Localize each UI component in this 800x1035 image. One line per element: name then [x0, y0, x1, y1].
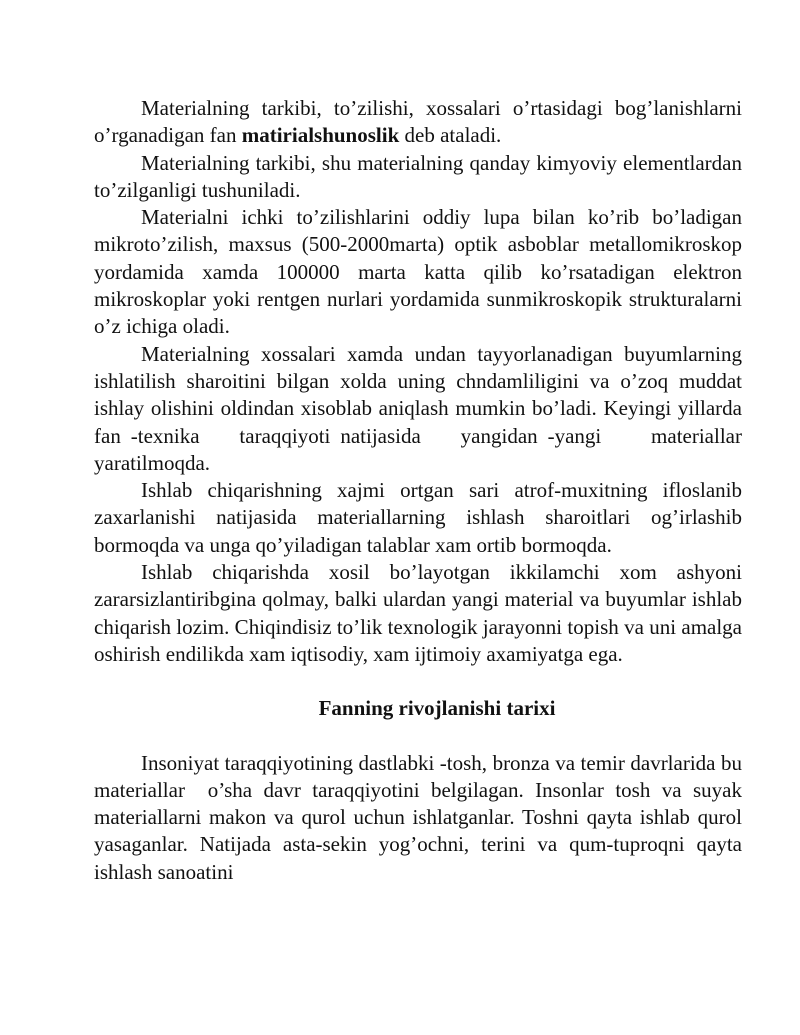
paragraph-history: Insoniyat taraqqiyotining dastlabki -tosh, bronza va temir davrlarida bu materiallar o’sha davr taraqqiyotini belgilagan. Insonlar tosh va suyak materiallarni makon va qurol uchun ishlatganlar. Toshni qayta ishlab qurol yasaganlar. Natijada asta-sekin yog’ochni, terini va qum-tuproqni qayta ishlash sanoatini — [94, 750, 748, 884]
term-highlight: matirialshunoslik — [241, 123, 400, 148]
paragraph-definition-start: Materialning tarkibi, to’zilishi, xossalari o’rtasidagi bog’lanishlarni o’rganadigan fan — [94, 96, 742, 148]
paragraph-recycling: Ishlab chiqarishda xosil bo’layotgan ikkilamchi xom ashyoni zararsizlantiribgina qolmay, balki ulardan yangi material va buyumlar ishlab chiqarish lozim. Chiqindisiz to’lik texnologik jarayonni topish va uni amalga oshirish endilikda xam iqtisodiy, xam ijtimoiy axamiyatga ega. — [94, 560, 742, 666]
paragraph-definition-end: deb ataladi. — [399, 123, 502, 148]
paragraph-definition — [94, 95, 742, 150]
document-page — [94, 95, 748, 886]
paragraph-structure: Materialni ichki to’zilishlarini oddiy lupa bilan ko’rib bo’ladigan mikroto’zilish, maxsus (500-2000marta) optik asboblar metallomikroskop yordamida xamda 100000 marta katta qilib ko’rsatadigan elektron mikroskoplar yoki rentgen nurlari yordamida sunmikroskopik strukturalarni o’z ichiga oladi. — [94, 205, 742, 339]
paragraph-environment: Ishlab chiqarishning xajmi ortgan sari atrof-muxitning ifloslanib zaxarlanishi natijasida materiallarning ishlash sharoitlari og’irlashib bormoqda va unga qo’yiladigan talablar xam ortib bormoqda. — [94, 478, 742, 557]
paragraph-composition: Materialning tarkibi, shu materialning qanday kimyoviy elementlardan to’zilganligi tushuniladi. — [94, 150, 742, 202]
paragraph-properties: Materialning xossalari xamda undan tayyorlanadigan buyumlarning ishlatilish sharoitini bilgan xolda uning chndamliligini va o’zoq muddat ishlay olishini oldindan xisoblab aniqlash mumkin bo’ladi. Keyingi yillarda fan -texnika taraqqiyoti natijasida yangidan -yangi materiallar yaratilmoqda. — [94, 341, 748, 475]
section-heading: Fanning rivojlanishi tarixi — [318, 696, 556, 721]
